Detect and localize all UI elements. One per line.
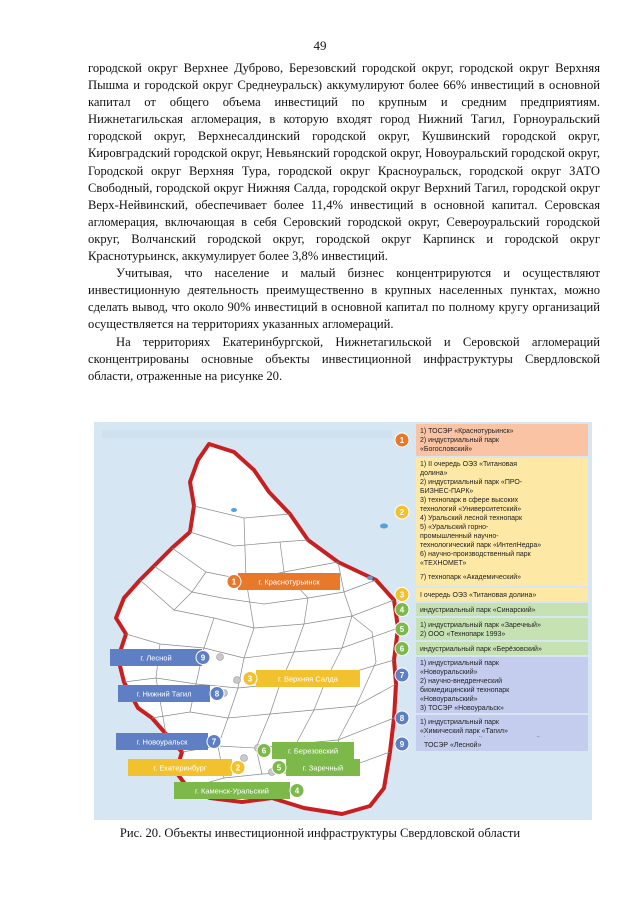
svg-text:7: 7 xyxy=(211,737,217,747)
lake xyxy=(380,524,388,529)
svg-text:6: 6 xyxy=(261,746,267,756)
svg-text:2) индустриальный парк «ПРО-: 2) индустриальный парк «ПРО- xyxy=(420,479,523,486)
svg-text:6: 6 xyxy=(399,644,405,654)
city-label-verkhnyaya-salda xyxy=(243,670,360,687)
svg-text:8: 8 xyxy=(399,714,405,723)
svg-text:1: 1 xyxy=(231,577,237,587)
svg-text:г. Каменск-Уральский: г. Каменск-Уральский xyxy=(195,786,269,796)
svg-text:г. Екатеринбург: г. Екатеринбург xyxy=(153,763,207,773)
svg-text:7: 7 xyxy=(399,671,405,680)
legend-item-9 xyxy=(395,737,588,751)
svg-text:2) индустриальный парк: 2) индустриальный парк xyxy=(420,437,499,444)
svg-text:индустриальный парк «Берёзовск: индустриальный парк «Берёзовский» xyxy=(420,646,542,653)
paragraph-3: На территориях Екатеринбургской, Нижнетагильской и Серовской агломераций сконцентрированы основные объекты инвестиционной инфраструктуры Свердловской области, отраженные на рисунке 20. xyxy=(88,334,600,383)
city-label-novouralsk xyxy=(116,733,221,750)
svg-text:1) индустриальный парк: 1) индустриальный парк xyxy=(420,719,499,726)
svg-text:г. Новоуральск: г. Новоуральск xyxy=(136,737,188,747)
svg-text:3) технопарк в сфере высоких: 3) технопарк в сфере высоких xyxy=(420,497,519,504)
paragraph-1: городской округ Верхнее Дуброво, Березовский городской округ, городской округ Верхняя Пышма и городской округ Среднеуральск) аккумулируют более 66% инвестиций в основной капитал от общего объема инвестиций по крупным и средним предприятиям. Нижнетагильская агломерация, в которую входят город Нижний Тагил, Горноуральский городской округ, Верхнесалдинский городской округ, Кушвинский городской округ, Кировградский городской округ, Невьянский городской округ, Новоуральский городской округ, Городской округ Верхняя Тура, городской округ Красноуральск, городской округ ЗАТО Свободный, городской округ Нижняя Салда, городской округ Верхний Тагил, городской округ Верх-Нейвинский, обеспечивает более 11,4% инвестиций в основной капитал. Серовская агломерация, включающая в себя Серовский городской округ, Североуральский городской округ, Волчанский городской округ, городской округ Карпинск и городской округ Краснотурьинск, аккумулирует более 3,8% инвестиций. xyxy=(88,61,600,264)
legend-item-4 xyxy=(395,603,588,617)
svg-text:БИЗНЕС-ПАРК»: БИЗНЕС-ПАРК» xyxy=(420,488,474,495)
svg-text:2) научно-внедренческий: 2) научно-внедренческий xyxy=(420,678,503,685)
svg-text:2: 2 xyxy=(235,763,241,773)
legend-item-3 xyxy=(395,588,588,602)
svg-text:«Богословский»: «Богословский» xyxy=(420,446,473,453)
svg-text:технологий «Университетский»: технологий «Университетский» xyxy=(420,506,522,513)
svg-text:4: 4 xyxy=(294,786,300,796)
svg-text:1) индустриальный парк «Заречн: 1) индустриальный парк «Заречный» xyxy=(420,622,541,629)
lake xyxy=(231,508,237,512)
svg-text:7) технопарк «Академический»: 7) технопарк «Академический» xyxy=(420,574,522,581)
svg-text:промышленный научно-: промышленный научно- xyxy=(420,533,499,540)
svg-text:ТОСЭР «Лесной»: ТОСЭР «Лесной» xyxy=(424,742,482,749)
svg-text:биомедицинский технопарк: биомедицинский технопарк xyxy=(420,687,510,694)
city-label-nizhny-tagil xyxy=(118,685,224,702)
legend-item-2 xyxy=(395,458,588,586)
city-label-krasnoturinsk xyxy=(227,573,340,590)
svg-text:2: 2 xyxy=(399,508,405,517)
svg-text:г. Заречный: г. Заречный xyxy=(302,763,344,773)
svg-text:9: 9 xyxy=(399,740,405,749)
svg-text:5) «Уральский горно-: 5) «Уральский горно- xyxy=(420,524,489,531)
svg-text:технологический парк «ИнтелНед: технологический парк «ИнтелНедра» xyxy=(420,542,542,549)
svg-text:г. Краснотурьинск: г. Краснотурьинск xyxy=(258,577,320,587)
svg-text:г. Нижний Тагил: г. Нижний Тагил xyxy=(136,689,192,699)
svg-text:3: 3 xyxy=(247,674,253,684)
svg-text:«Химический парк «Тагил»: «Химический парк «Тагил» xyxy=(420,728,508,735)
svg-text:долина»: долина» xyxy=(420,470,448,477)
svg-text:1) II очередь ОЭЗ «Титановая: 1) II очередь ОЭЗ «Титановая xyxy=(420,461,518,468)
svg-text:1) ТОСЭР «Краснотурьинск»: 1) ТОСЭР «Краснотурьинск» xyxy=(420,428,514,435)
svg-text:9: 9 xyxy=(200,653,206,663)
lake xyxy=(367,576,373,580)
svg-text:5: 5 xyxy=(399,625,405,634)
legend-item-5 xyxy=(395,618,588,640)
city-label-kamensk-uralsky xyxy=(174,782,304,799)
svg-text:4: 4 xyxy=(399,605,405,615)
svg-text:1: 1 xyxy=(399,436,405,445)
svg-text:2) ООО «Технопарк 1993»: 2) ООО «Технопарк 1993» xyxy=(420,631,506,638)
svg-text:3) ТОСЭР «Новоуральск»: 3) ТОСЭР «Новоуральск» xyxy=(420,705,504,712)
legend-item-7 xyxy=(395,657,588,713)
svg-text:индустриальный парк «Синарский: индустриальный парк «Синарский» xyxy=(420,607,536,614)
page-number: 49 xyxy=(313,38,327,53)
svg-text:«ТЕХНОМЕТ»: «ТЕХНОМЕТ» xyxy=(420,560,467,567)
svg-text:г. Верхняя Салда: г. Верхняя Салда xyxy=(278,674,338,684)
legend-item-6 xyxy=(395,642,588,656)
svg-text:4) Уральский лесной технопар: 4) Уральский лесной технопарк xyxy=(420,515,523,522)
city-label-ekaterinburg xyxy=(128,759,245,776)
figure-caption: Рис. 20. Объекты инвестиционной инфраструктуры Свердловской области xyxy=(119,826,521,840)
svg-text:1) индустриальный парк: 1) индустриальный парк xyxy=(420,660,499,667)
svg-text:г. Березовский: г. Березовский xyxy=(287,746,339,756)
body-text xyxy=(88,60,600,385)
svg-text:6) научно-производственный п: 6) научно-производственный парк xyxy=(420,551,531,558)
city-label-lesnoy xyxy=(110,649,210,666)
legend-item-1 xyxy=(395,424,588,456)
svg-text:«Новоуральский»: «Новоуральский» xyxy=(420,696,478,703)
svg-text:«Новоуральский»: «Новоуральский» xyxy=(420,669,478,676)
svg-text:8: 8 xyxy=(214,689,220,699)
svg-text:5: 5 xyxy=(276,763,282,773)
svg-text:I очередь ОЭЗ «Титановая долин: I очередь ОЭЗ «Титановая долина» xyxy=(420,592,537,599)
figure-map xyxy=(94,422,592,820)
svg-text:г. Лесной: г. Лесной xyxy=(140,653,172,663)
svg-text:3: 3 xyxy=(399,590,405,600)
paragraph-2: Учитывая, что население и малый бизнес концентрируются и осуществляют инвестиционную деятельность преимущественно в крупных населенных пунктах, можно сделать вывод, что около 90% инвестиций в основной капитал по полному кругу организаций осуществляется на территориях указанных агломераций. xyxy=(88,266,600,332)
map-shading xyxy=(102,430,392,438)
map-svg xyxy=(94,422,592,820)
